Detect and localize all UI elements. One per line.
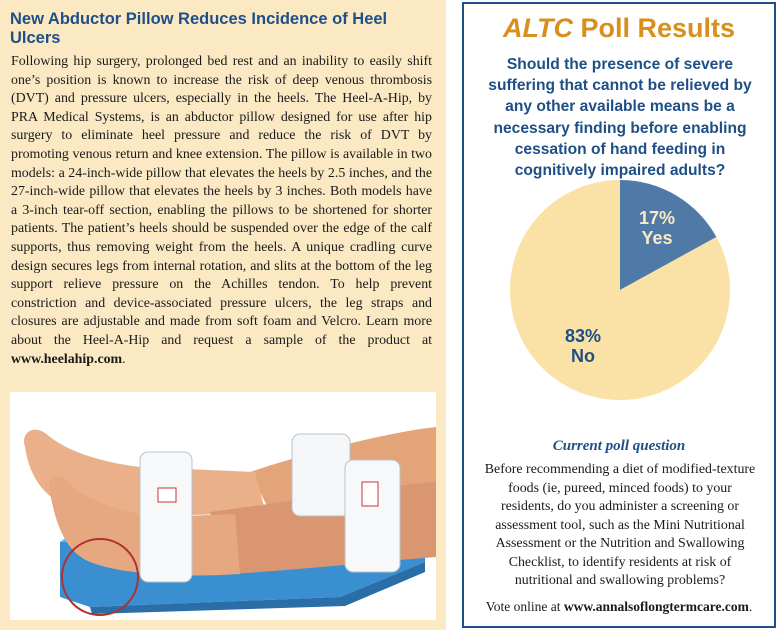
article-text-end: . — [122, 351, 126, 367]
vote-prefix: Vote online at — [485, 599, 564, 614]
poll-question: Should the presence of severe suffering that cannot be relieved by any other available means be a necessary finding before enabling cessation of hand feeding in cognitively impaired adults? — [488, 56, 752, 180]
poll-title — [464, 12, 774, 44]
pie-value-no: 83% — [564, 326, 602, 346]
poll-panel — [462, 2, 776, 628]
pie-category-no: No — [571, 346, 595, 366]
poll-pie-chart — [509, 179, 731, 401]
pie-category-yes: Yes — [641, 228, 673, 248]
current-poll-heading: Current poll question — [552, 438, 686, 454]
poll-title-brand: ALTC — [502, 13, 573, 43]
pie-value-yes: 17% — [638, 208, 676, 228]
current-poll-question: Before recommending a diet of modified-texture foods (ie, pureed, minced foods) to your residents, do you administer a screening or assessment tool, such as the Mini Nutritional Assessment or the Nutrition and Swallowing Checklist, to identify residents at risk of nutritional and swallowing problems? — [484, 462, 756, 588]
article-text: Following hip surgery, prolonged bed rest and an inability to easily shift one’s position is known to increase the risk of deep venous thrombosis (DVT) and pressure ulcers, especially in the heels. The Heel-A-Hip, by PRA Medical Systems, is an abductor pillow designed for use after hip surgery to eliminate heel pressure and reduce the risk of DVT by promoting venous return and knee extension. The pillow is available in two models: a 24-inch-wide pillow that elevates the heels by 2.5 inches, and the 27-inch-wide pillow that elevates the heels by 3 inches. Both models have a 3-inch tear-off section, enabling the pillows to be shortened for shorter patients. The patient’s heels should be suspended over the edge of the calf supports, thus removing weight from the heels. A unique cradling curve design secures legs from internal rotation, and slits at the bottom of the leg support relieve pressure on the Achilles tendon. To help prevent constriction and device-associated pressure ulcers, the leg straps and closures are adjustable and made from soft foam and Velcro. Learn more about the Heel-A-Hip and request a sample of the product at — [11, 54, 432, 348]
article-title: New Abductor Pillow Reduces Incidence of Heel Ulcers — [10, 10, 388, 47]
poll-title-text: Poll Results — [572, 13, 736, 43]
product-photo — [10, 392, 436, 620]
pie-label-yes — [632, 208, 682, 248]
article-body — [11, 53, 432, 369]
heel-a-hip-photo-illustration — [10, 392, 436, 620]
vote-line — [464, 599, 774, 615]
pie-label-no — [558, 326, 608, 366]
article-link[interactable]: www.heelahip.com — [11, 351, 123, 367]
vote-suffix: . — [748, 599, 753, 614]
vote-link[interactable]: www.annalsoflongtermcare.com — [563, 599, 749, 614]
